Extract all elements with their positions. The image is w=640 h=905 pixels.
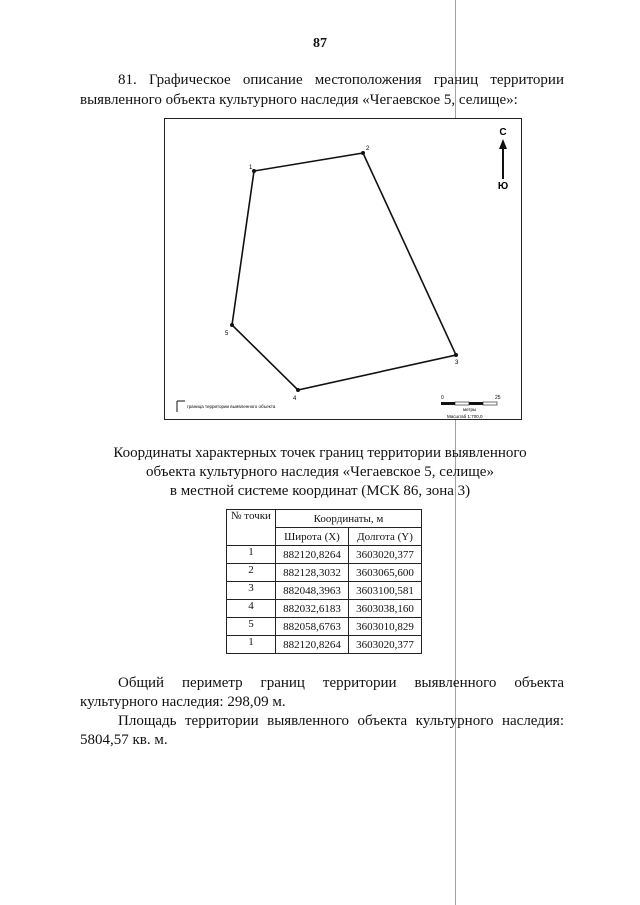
- table-row: [227, 636, 422, 654]
- section-heading: [80, 70, 564, 110]
- section-heading-line-2: выявленного объекта культурного наследия «Чегаевское 5, селище»:: [80, 92, 518, 108]
- cell-y: 3603010,829: [349, 618, 422, 636]
- coordinates-table: [226, 509, 422, 654]
- scale-text: Масштаб 1:700,0: [447, 414, 483, 419]
- cell-point: 5: [227, 618, 276, 636]
- header-coordinates: Координаты, м: [276, 510, 422, 528]
- legend: [177, 401, 276, 412]
- cell-x: 882120,8264: [276, 636, 349, 654]
- table-header-row: [227, 510, 422, 528]
- point-label-4: 4: [293, 396, 297, 402]
- cell-x: 882032,6183: [276, 600, 349, 618]
- scale-end: 25: [495, 395, 501, 401]
- cell-y: 3603020,377: [349, 546, 422, 564]
- cell-x: 882048,3963: [276, 582, 349, 600]
- page-number: 87: [313, 36, 327, 51]
- perimeter-line-2: культурного наследия: 298,09 м.: [80, 694, 286, 710]
- point-label-3: 3: [455, 360, 459, 366]
- coordinates-caption: [100, 444, 540, 501]
- cell-x: 882058,6763: [276, 618, 349, 636]
- scale-unit: метры: [463, 407, 477, 412]
- point-label-5: 5: [225, 331, 229, 337]
- caption-line-2: объекта культурного наследия «Чегаевское 5, селище»: [146, 464, 494, 480]
- header-longitude: Долгота (Y): [349, 528, 422, 546]
- cell-x: 882128,3032: [276, 564, 349, 582]
- cell-point: 1: [227, 636, 276, 654]
- caption-line-1: Координаты характерных точек границ территории выявленного: [113, 445, 527, 461]
- boundary-point-4: [296, 388, 300, 392]
- table-row: [227, 564, 422, 582]
- south-label: Ю: [497, 181, 509, 192]
- point-label-1: 1: [249, 165, 253, 171]
- scale-bar: [441, 395, 501, 419]
- area-paragraph: [80, 712, 564, 750]
- cell-point: 3: [227, 582, 276, 600]
- table-row: [227, 582, 422, 600]
- cell-y: 3603020,377: [349, 636, 422, 654]
- table-row: [227, 546, 422, 564]
- caption-line-3: в местной системе координат (МСК 86, зона 3): [169, 483, 471, 499]
- perimeter-paragraph: [80, 674, 564, 712]
- boundary-point-2: [361, 151, 365, 155]
- north-arrow-icon: [498, 127, 508, 192]
- point-label-2: 2: [366, 146, 370, 152]
- header-point: № точки: [227, 510, 276, 546]
- header-latitude: Широта (X): [276, 528, 349, 546]
- boundary-point-5: [230, 323, 234, 327]
- cell-point: 1: [227, 546, 276, 564]
- boundary-map-drawing: [165, 119, 523, 421]
- north-label: С: [499, 127, 507, 138]
- boundary-map: [164, 118, 522, 420]
- cell-y: 3603100,581: [349, 582, 422, 600]
- table-row: [227, 618, 422, 636]
- territory-boundary: [232, 153, 456, 390]
- area-line-2: 5804,57 кв. м.: [80, 732, 168, 748]
- table-row: [227, 600, 422, 618]
- scale-start: 0: [441, 395, 444, 401]
- cell-y: 3603065,600: [349, 564, 422, 582]
- cell-point: 4: [227, 600, 276, 618]
- boundary-point-3: [454, 353, 458, 357]
- perimeter-line-1: Общий периметр границ территории выявленного объекта: [118, 675, 564, 691]
- cell-y: 3603038,160: [349, 600, 422, 618]
- area-line-1: Площадь территории выявленного объекта культурного наследия:: [118, 713, 564, 729]
- cell-point: 2: [227, 564, 276, 582]
- legend-text: граница территории выявленного объекта: [187, 404, 276, 409]
- cell-x: 882120,8264: [276, 546, 349, 564]
- boundary-point-1: [252, 169, 256, 173]
- section-heading-line-1: 81. Графическое описание местоположения границ территории: [118, 72, 564, 88]
